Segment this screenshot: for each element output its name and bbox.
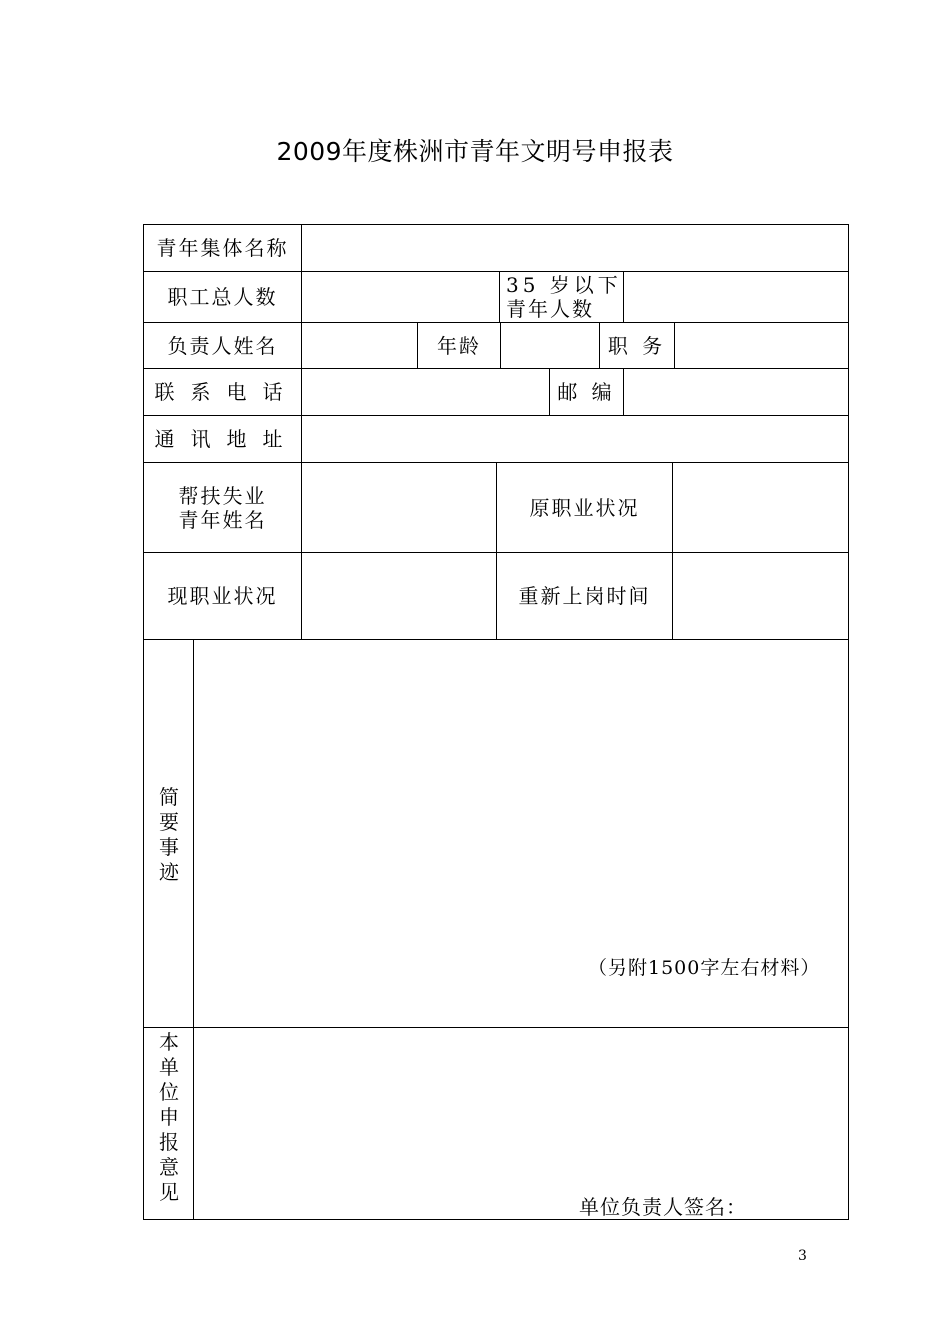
youth-under35-label-line1: 35 岁以下 [506, 273, 622, 297]
age-label: 年龄 [437, 333, 481, 358]
group-name-label: 青年集体名称 [156, 236, 289, 260]
current-job-field[interactable] [302, 553, 496, 639]
reemploy-time-label: 重新上岗时间 [518, 584, 651, 608]
original-job-field[interactable] [673, 463, 848, 552]
leader-name-field[interactable] [302, 323, 417, 368]
helped-youth-line1: 帮扶失业 [178, 483, 267, 508]
page-number: 3 [798, 1248, 807, 1264]
helped-youth-name-label [144, 463, 301, 552]
phone-label: 联系电话 [154, 380, 299, 404]
reemploy-time-field[interactable] [673, 553, 848, 639]
address-field[interactable] [302, 416, 848, 462]
deeds-label: 简 要 事 迹 [159, 785, 179, 884]
deeds-note: （另附1500字左右材料） [588, 957, 821, 979]
address-label: 通讯地址 [154, 427, 299, 451]
opinion-field[interactable] [194, 1028, 848, 1219]
youth-under35-label [506, 272, 623, 322]
opinion-label: 本 单 位 申 报 意 见 [159, 1030, 179, 1204]
leader-name-label: 负责人姓名 [167, 333, 278, 358]
helped-youth-line2: 青年姓名 [178, 507, 267, 532]
youth-under35-label-line2: 青年人数 [506, 297, 594, 321]
postcode-field[interactable] [624, 369, 848, 415]
col-divider [499, 271, 500, 322]
application-form-table [143, 224, 849, 1220]
signature-label: 单位负责人签名： [579, 1195, 747, 1219]
helped-youth-name-field[interactable] [302, 463, 496, 552]
current-job-label: 现职业状况 [167, 584, 278, 608]
page-title: 2009年度株洲市青年文明号申报表 [276, 137, 674, 166]
group-name-field[interactable] [302, 225, 848, 271]
position-label: 职 务 [607, 333, 667, 358]
phone-field[interactable] [302, 369, 549, 415]
staff-total-field[interactable] [302, 272, 499, 322]
staff-total-label: 职工总人数 [167, 285, 278, 309]
postcode-label: 邮 编 [557, 380, 616, 404]
position-field[interactable] [675, 323, 848, 368]
original-job-label: 原职业状况 [529, 495, 640, 520]
youth-under35-field[interactable] [624, 272, 848, 322]
age-field[interactable] [501, 323, 599, 368]
